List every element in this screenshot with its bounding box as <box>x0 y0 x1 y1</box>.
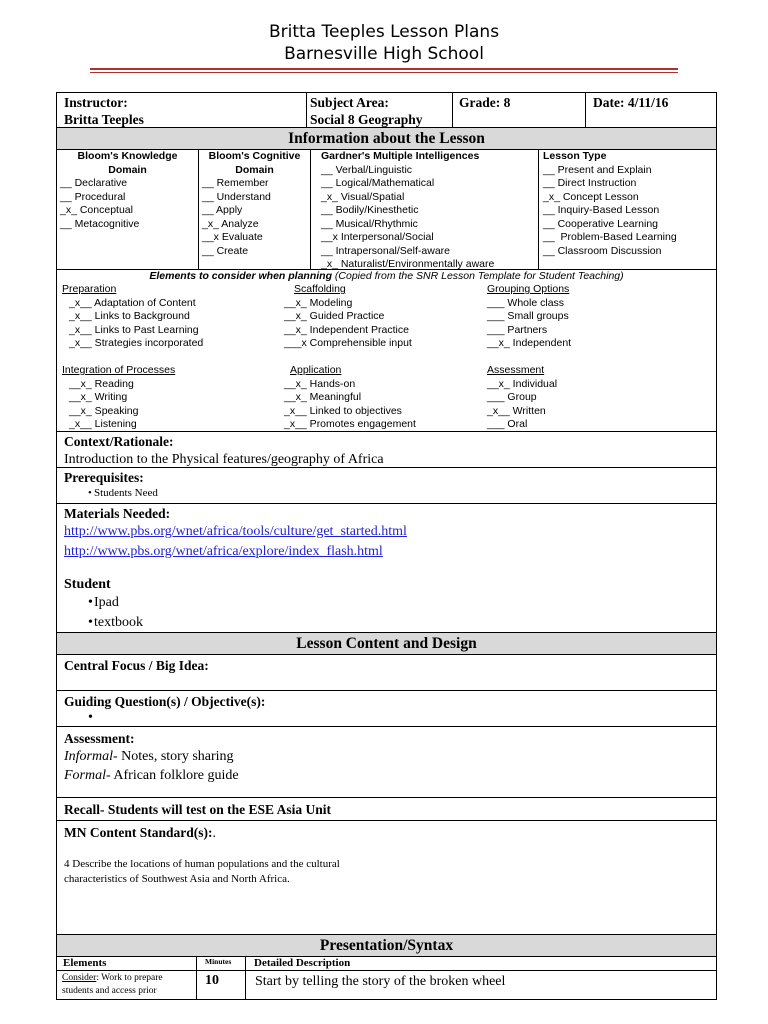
content-section-title: Lesson Content and Design <box>56 633 717 655</box>
blooms-cognitive-item: __ Apply <box>202 204 243 216</box>
assessment-options-group <box>487 364 557 432</box>
blooms-cognitive-item: __ Understand <box>202 190 271 203</box>
lesson-type-item: __ Present and Explain <box>543 163 652 176</box>
central-focus-label: Central Focus / Big Idea: <box>64 658 209 673</box>
info-section-title: Information about the Lesson <box>56 128 717 150</box>
grade-value: Grade: 8 <box>459 95 511 110</box>
grouping-group <box>487 283 571 351</box>
assessment-label: Assessment: <box>64 731 135 746</box>
instructor-value: Britta Teeples <box>64 112 144 127</box>
syntax-element-cell <box>56 971 196 1000</box>
gardner-item: __ Musical/Rhythmic <box>321 217 418 230</box>
guiding-questions-label: Guiding Question(s) / Objective(s): <box>64 694 266 709</box>
syntax-header-minutes: Minutes <box>196 957 245 971</box>
syntax-description-value: Start by telling the story of the broken wheel <box>245 971 717 1000</box>
lesson-type-cell <box>538 150 717 270</box>
blooms-knowledge-item: __ Procedural <box>60 190 126 203</box>
prerequisites-cell <box>56 468 717 504</box>
application-item: _x__ Promotes engagement <box>284 418 416 430</box>
assessment-options-item: _x__ Written <box>487 404 546 417</box>
informal-label: Informal <box>64 749 113 764</box>
formal-text: - African folklore guide <box>106 768 239 783</box>
instructor-cell <box>56 92 306 128</box>
syntax-minutes-value: 10 <box>196 971 245 1000</box>
application-title: Application <box>290 364 342 376</box>
subject-value: Social 8 Geography <box>310 112 423 127</box>
blooms-cognitive-cell <box>198 150 310 270</box>
preparation-item: _x__ Adaptation of Content <box>69 296 196 309</box>
recall-cell <box>56 798 717 821</box>
gardner-cell <box>310 150 538 270</box>
school-name: Barnesville High School <box>284 44 484 64</box>
blooms-cognitive-item: __ Remember <box>202 177 269 189</box>
mn-standards-text: 4 Describe the locations of human populations and the cultural characteristics of Southwest Asia and North Africa. <box>64 858 340 885</box>
grouping-item: ___ Partners <box>487 323 548 336</box>
blooms-cognitive-title: Bloom's Cognitive Domain <box>208 150 301 176</box>
integration-item: _x__ Listening <box>69 418 137 430</box>
blooms-cognitive-item: __ Create <box>202 244 249 257</box>
header-divider <box>90 68 678 73</box>
informal-text: - Notes, story sharing <box>113 749 234 764</box>
blooms-knowledge-cell <box>56 150 198 270</box>
elements-heading-note: (Copied from the SNR Lesson Template for Student Teaching) <box>331 270 624 282</box>
formal-label: Formal <box>64 768 106 783</box>
assessment-options-item: __x_ Individual <box>487 377 558 390</box>
syntax-element-text: : Work to prepare students and access prior <box>62 973 163 996</box>
subject-label: Subject Area: <box>310 95 389 110</box>
grouping-item: __x_ Independent <box>487 337 572 349</box>
gardner-item: __ Intrapersonal/Self-aware <box>321 244 450 257</box>
prerequisite-item: • Students Need <box>64 486 709 501</box>
subject-cell <box>306 92 452 128</box>
gardner-title: Gardner's Multiple Intelligences <box>321 150 480 162</box>
scaffolding-item: __x_ Independent Practice <box>284 323 409 336</box>
guiding-questions-cell <box>56 691 717 727</box>
material-link[interactable]: http://www.pbs.org/wnet/africa/explore/index_flash.html <box>64 543 383 559</box>
central-focus-cell <box>56 655 717 691</box>
prerequisites-label: Prerequisites: <box>64 470 144 485</box>
lesson-type-item: __ Problem-Based Learning <box>543 231 677 243</box>
grouping-title: Grouping Options <box>487 283 570 295</box>
integration-item: __x_ Writing <box>69 391 128 403</box>
application-group <box>284 364 416 432</box>
integration-group <box>62 364 175 432</box>
scaffolding-title: Scaffolding <box>294 283 346 295</box>
integration-title: Integration of Processes <box>62 364 176 376</box>
gardner-item: __ Verbal/Linguistic <box>321 163 413 176</box>
presentation-section-title: Presentation/Syntax <box>56 935 717 957</box>
elements-heading <box>57 270 716 284</box>
grouping-item: ___ Whole class <box>487 296 565 309</box>
scaffolding-group <box>284 283 412 351</box>
preparation-group <box>62 283 203 351</box>
lesson-type-item: __ Classroom Discussion <box>543 244 662 257</box>
preparation-item: _x__ Links to Past Learning <box>69 323 199 336</box>
mn-standards-label-suffix: . <box>212 826 216 841</box>
materials-label: Materials Needed: <box>64 506 171 521</box>
student-materials-list <box>64 593 709 633</box>
recall-text: Recall- Students will test on the ESE Asia Unit <box>64 802 332 817</box>
prerequisites-list <box>64 486 709 501</box>
lesson-type-item: __ Direct Instruction <box>543 177 637 189</box>
assessment-cell <box>56 727 717 798</box>
assessment-options-item: ___ Group <box>487 391 537 403</box>
grade-cell <box>452 92 585 128</box>
guiding-questions-list <box>64 710 709 726</box>
lesson-type-item: _x_ Concept Lesson <box>543 190 639 203</box>
lesson-type-item: __ Cooperative Learning <box>543 217 658 230</box>
elements-cell <box>56 270 717 432</box>
student-material-item: • Ipad <box>64 593 709 613</box>
lesson-type-title: Lesson Type <box>543 150 607 162</box>
gardner-item: _x_ Visual/Spatial <box>321 190 405 203</box>
assessment-options-title: Assessment <box>487 364 545 376</box>
scaffolding-item: __x_ Modeling <box>284 296 353 309</box>
lesson-plan-table <box>56 92 717 1000</box>
guiding-question-item <box>64 710 709 726</box>
preparation-item: _x__ Links to Background <box>69 310 190 322</box>
preparation-title: Preparation <box>62 283 117 295</box>
mn-standards-label: MN Content Standard(s): <box>64 825 213 840</box>
gardner-item: __ Bodily/Kinesthetic <box>321 204 419 216</box>
student-material-item: • textbook <box>64 613 709 633</box>
instructor-label: Instructor: <box>64 95 128 110</box>
context-label: Context/Rationale: <box>64 434 174 449</box>
student-materials-label: Student <box>64 577 111 592</box>
integration-item: __x_ Speaking <box>69 404 139 417</box>
document-title: Britta Teeples Lesson Plans <box>268 22 500 42</box>
application-item: __x_ Meaningful <box>284 391 362 403</box>
preparation-item: _x__ Strategies incorporated <box>69 337 204 349</box>
blooms-knowledge-item: __ Metacognitive <box>60 217 140 230</box>
blooms-knowledge-title: Bloom's Knowledge Domain <box>77 150 178 176</box>
context-text: Introduction to the Physical features/geography of Africa <box>64 452 384 467</box>
integration-item: __x_ Reading <box>69 377 134 390</box>
material-link[interactable]: http://www.pbs.org/wnet/africa/tools/culture/get_started.html <box>64 524 407 539</box>
blooms-cognitive-item: _x_ Analyze <box>202 217 259 230</box>
blooms-knowledge-item: _x_ Conceptual <box>60 204 133 216</box>
application-item: _x__ Linked to objectives <box>284 404 402 417</box>
context-cell <box>56 432 717 468</box>
lesson-type-item: __ Inquiry-Based Lesson <box>543 204 660 216</box>
grouping-item: ___ Small groups <box>487 310 569 322</box>
scaffolding-item: __x_ Guided Practice <box>284 310 385 322</box>
assessment-options-item: ___ Oral <box>487 418 528 430</box>
elements-heading-bold: Elements to consider when planning <box>149 270 332 282</box>
gardner-item: _x_ Naturalist/Environmentally aware <box>321 258 495 270</box>
materials-cell <box>56 504 717 633</box>
gardner-item: __ Logical/Mathematical <box>321 177 435 189</box>
mn-standards-cell <box>56 821 717 935</box>
blooms-cognitive-item: __x Evaluate <box>202 231 263 243</box>
syntax-header-elements: Elements <box>56 957 196 971</box>
syntax-element-term: Consider <box>62 973 97 983</box>
application-item: __x_ Hands-on <box>284 377 356 390</box>
date-cell <box>585 92 717 128</box>
blooms-knowledge-item: __ Declarative <box>60 177 128 189</box>
scaffolding-item: ___x Comprehensible input <box>284 337 412 349</box>
syntax-header-description: Detailed Description <box>245 957 717 971</box>
date-value: Date: 4/11/16 <box>593 95 669 110</box>
gardner-item: __x Interpersonal/Social <box>321 231 434 243</box>
